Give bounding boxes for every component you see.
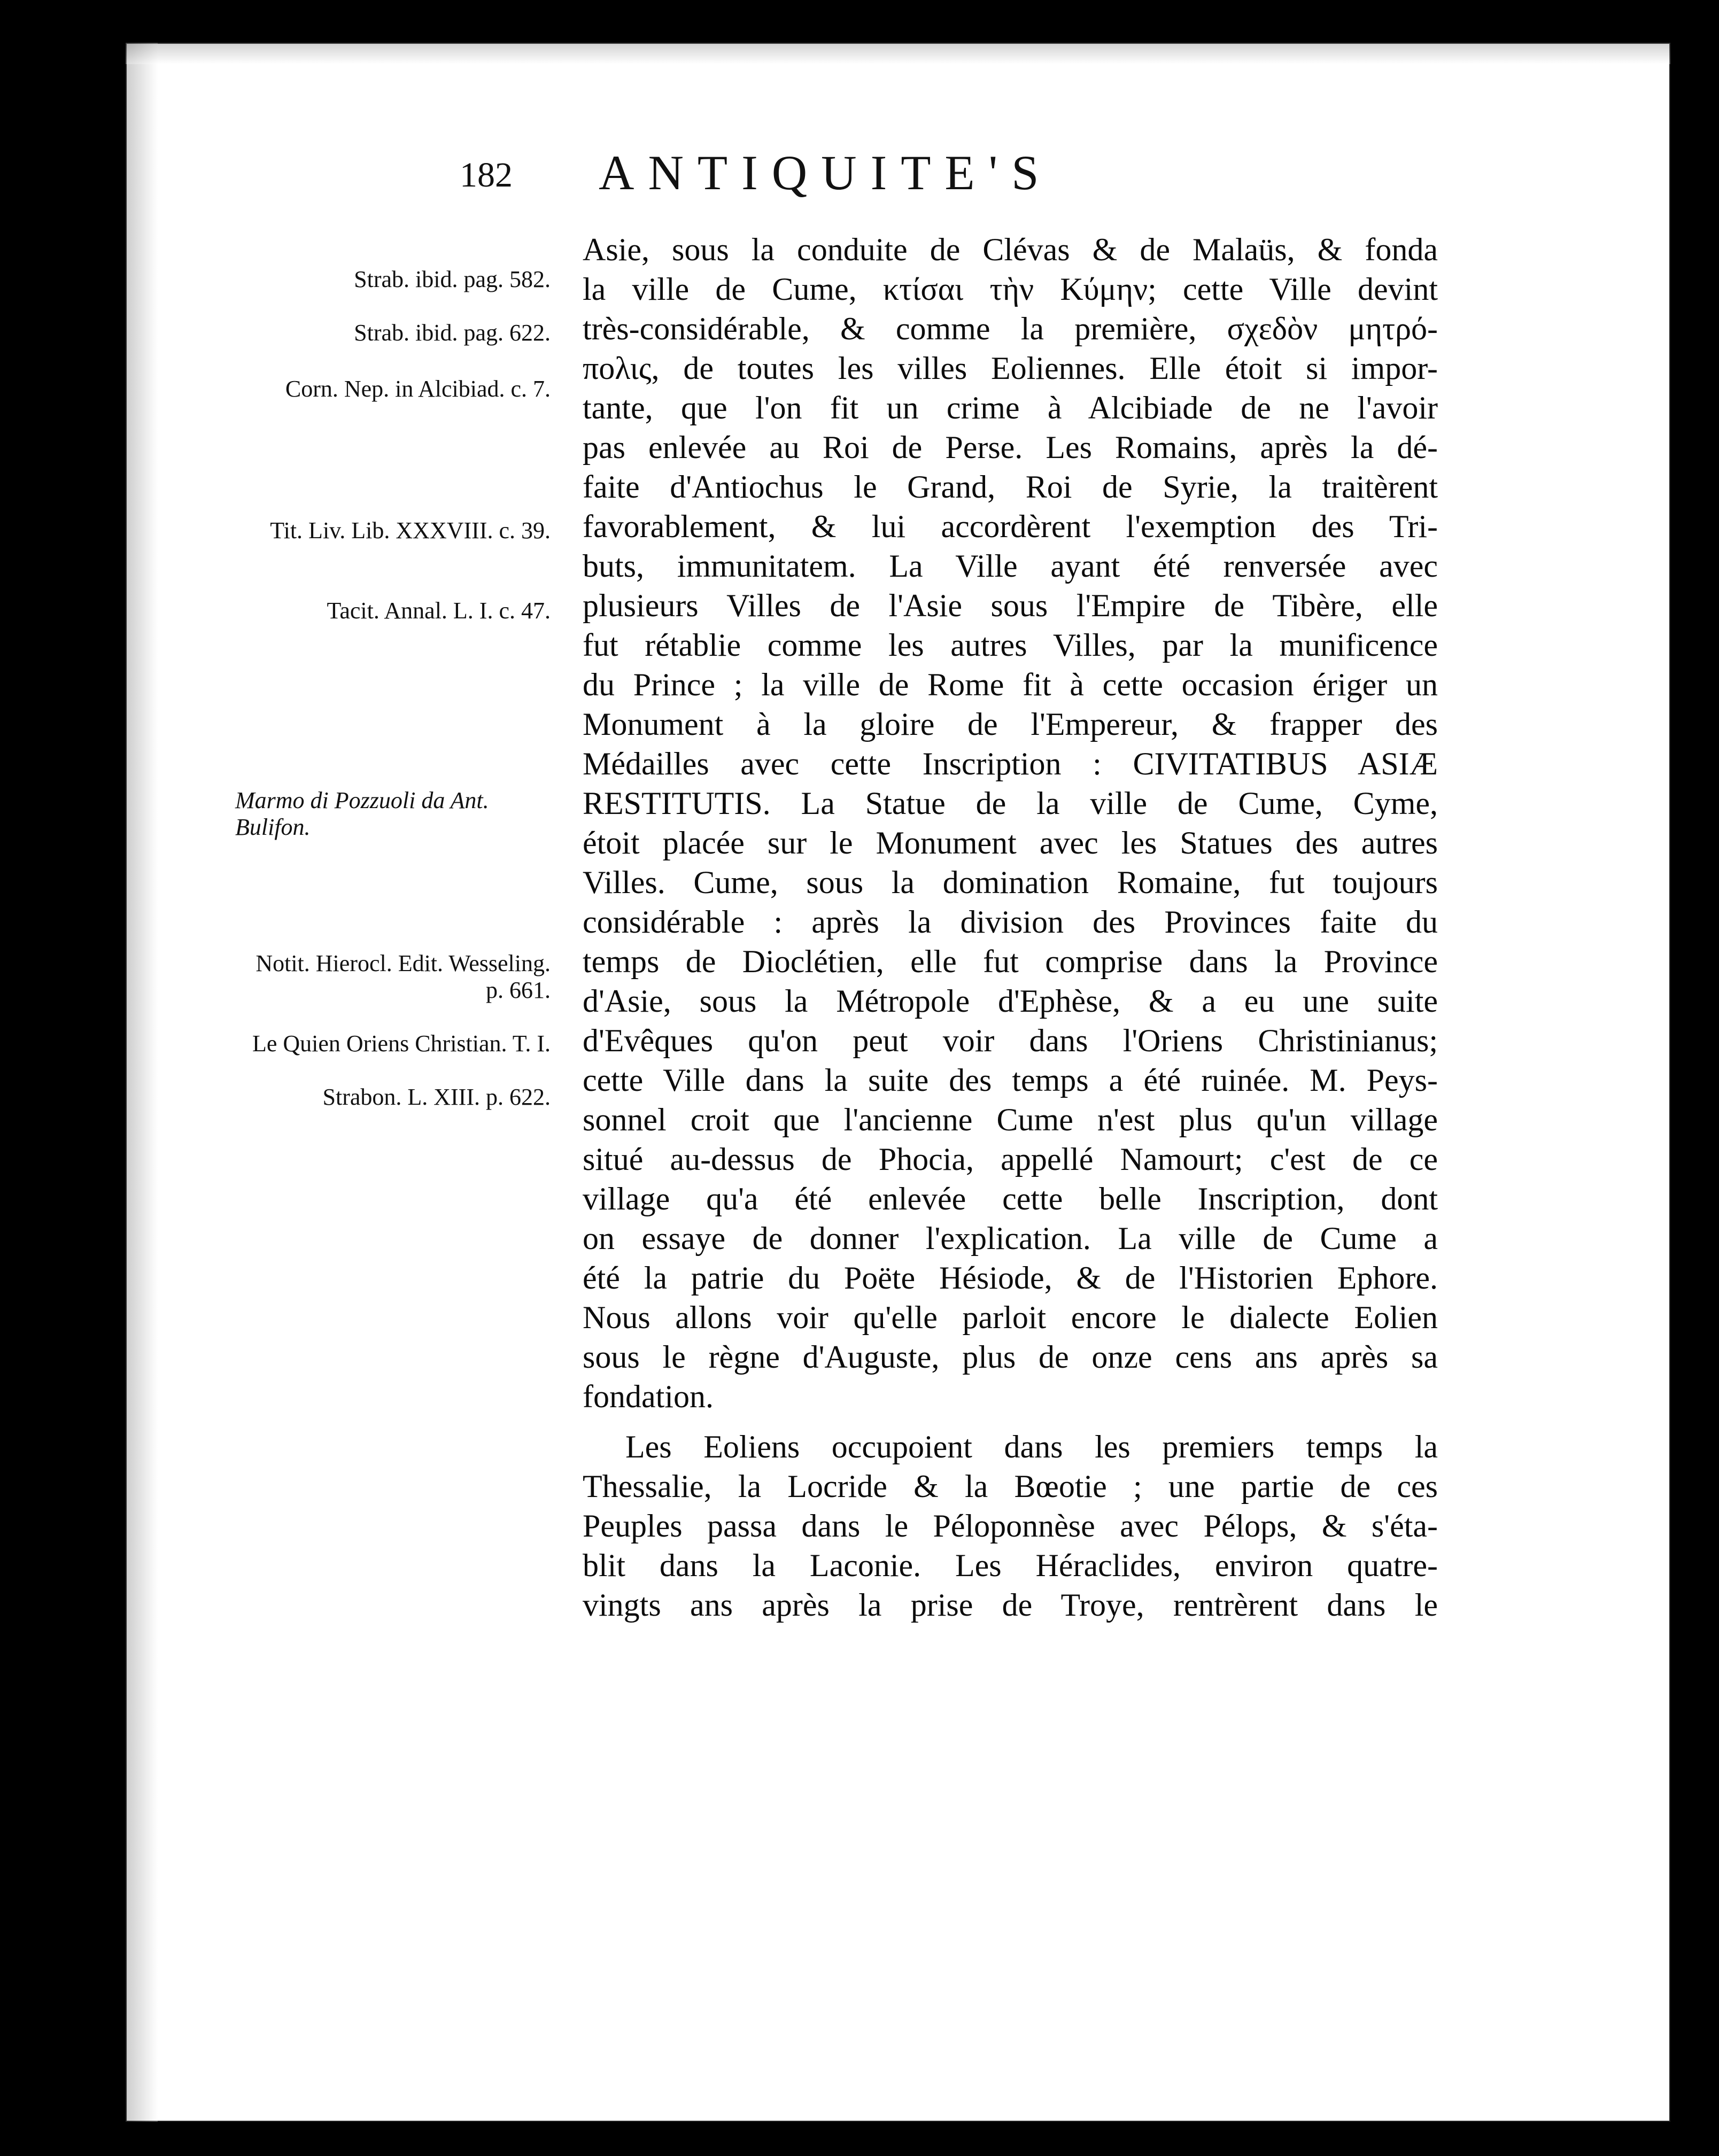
text-line: fondation. [583, 1379, 714, 1414]
text-line: vingts ans après la prise de Troye, rentrèrent dans le [583, 1587, 1438, 1623]
text-line: Peuples passa dans le Péloponnèse avec Pélops, & s'éta- [583, 1508, 1438, 1544]
text-line: buts, immunitatem. La Ville ayant été renversée avec [583, 548, 1438, 584]
text-line: sonnel croit que l'ancienne Cume n'est plus qu'un village [583, 1102, 1438, 1137]
margin-note: Notit. Hierocl. Edit. Wesseling. p. 661. [255, 950, 551, 1003]
text-line: fut rétablie comme les autres Villes, par la munificence [583, 627, 1438, 663]
text-line: d'Asie, sous la Métropole d'Ephèse, & a eu une suite [583, 983, 1438, 1019]
text-line: Monument à la gloire de l'Empereur, & frapper des [583, 707, 1438, 742]
text-line: Villes. Cume, sous la domination Romaine, fut toujours [583, 865, 1438, 900]
text-line: village qu'a été enlevée cette belle Inscription, dont [583, 1181, 1438, 1216]
main-text [583, 230, 1438, 1625]
text-line: RESTITUTIS. La Statue de la ville de Cume, Cyme, [583, 786, 1438, 821]
text-line: Nous allons voir qu'elle parloit encore le dialecte Eolien [583, 1300, 1438, 1335]
text-line: étoit placée sur le Monument avec les Statues des autres [583, 825, 1438, 860]
text-line: tante, que l'on fit un crime à Alcibiade de ne l'avoir [583, 390, 1438, 425]
page-number: 182 [460, 156, 513, 195]
text-line: situé au-dessus de Phocia, appellé Namourt; c'est de ce [583, 1142, 1438, 1177]
text-line: favorablement, & lui accordèrent l'exemption des Tri- [583, 509, 1438, 544]
margin-note: Strab. ibid. pag. 582. [354, 266, 551, 292]
text-line: Thessalie, la Locride & la Bœotie ; une partie de ces [583, 1469, 1438, 1504]
page-header [460, 144, 1422, 208]
text-line: on essaye de donner l'explication. La ville de Cume a [583, 1221, 1438, 1256]
text-line: blit dans la Laconie. Les Héraclides, environ quatre- [583, 1548, 1438, 1583]
margin-note: Strabon. L. XIII. p. 622. [322, 1084, 551, 1110]
margin-note: Strab. ibid. pag. 622. [354, 320, 551, 346]
text-line: Asie, sous la conduite de Clévas & de Malaüs, & fonda [583, 232, 1438, 267]
margin-note: Corn. Nep. in Alcibiad. c. 7. [285, 376, 551, 402]
margin-note: Marmo di Pozzuoli da Ant. Bulifon. [235, 787, 489, 840]
text-line: plusieurs Villes de l'Asie sous l'Empire de Tibère, elle [583, 588, 1438, 623]
page-gutter-shadow [126, 43, 158, 2122]
margin-note: Tit. Liv. Lib. XXXVIII. c. 39. [270, 517, 551, 544]
margin-note: Le Quien Oriens Christian. T. I. [252, 1030, 551, 1057]
paragraph-break [583, 1416, 1438, 1427]
text-line: très-considérable, & comme la première, σχεδὸν μητρό- [583, 311, 1438, 346]
running-head: ANTIQUITE'S [599, 145, 1053, 200]
text-line: temps de Dioclétien, elle fut comprise dans la Province [583, 944, 1438, 979]
text-line: considérable : après la division des Provinces faite du [583, 904, 1438, 940]
text-line: d'Evêques qu'on peut voir dans l'Oriens Christinianus; [583, 1023, 1438, 1058]
text-line: pas enlevée au Roi de Perse. Les Romains, après la dé- [583, 430, 1438, 465]
page-top-shadow [126, 43, 1670, 64]
text-line: Les Eoliens occupoient dans les premiers temps la [625, 1429, 1438, 1464]
text-line: πολις, de toutes les villes Eoliennes. Elle étoit si impor- [583, 351, 1438, 386]
text-line: la ville de Cume, κτίσαι τὴν Κύμην; cette Ville devint [583, 272, 1438, 307]
text-line: sous le règne d'Auguste, plus de onze cens ans après sa [583, 1339, 1438, 1375]
text-line: du Prince ; la ville de Rome fit à cette occasion ériger un [583, 667, 1438, 702]
text-line: Médailles avec cette Inscription : CIVITATIBUS ASIÆ [583, 746, 1438, 781]
text-line: faite d'Antiochus le Grand, Roi de Syrie, la traitèrent [583, 469, 1438, 505]
text-line: cette Ville dans la suite des temps a été ruinée. M. Peys- [583, 1063, 1438, 1098]
text-line: été la patrie du Poëte Hésiode, & de l'Historien Ephore. [583, 1260, 1438, 1296]
margin-note: Tacit. Annal. L. I. c. 47. [327, 598, 551, 624]
